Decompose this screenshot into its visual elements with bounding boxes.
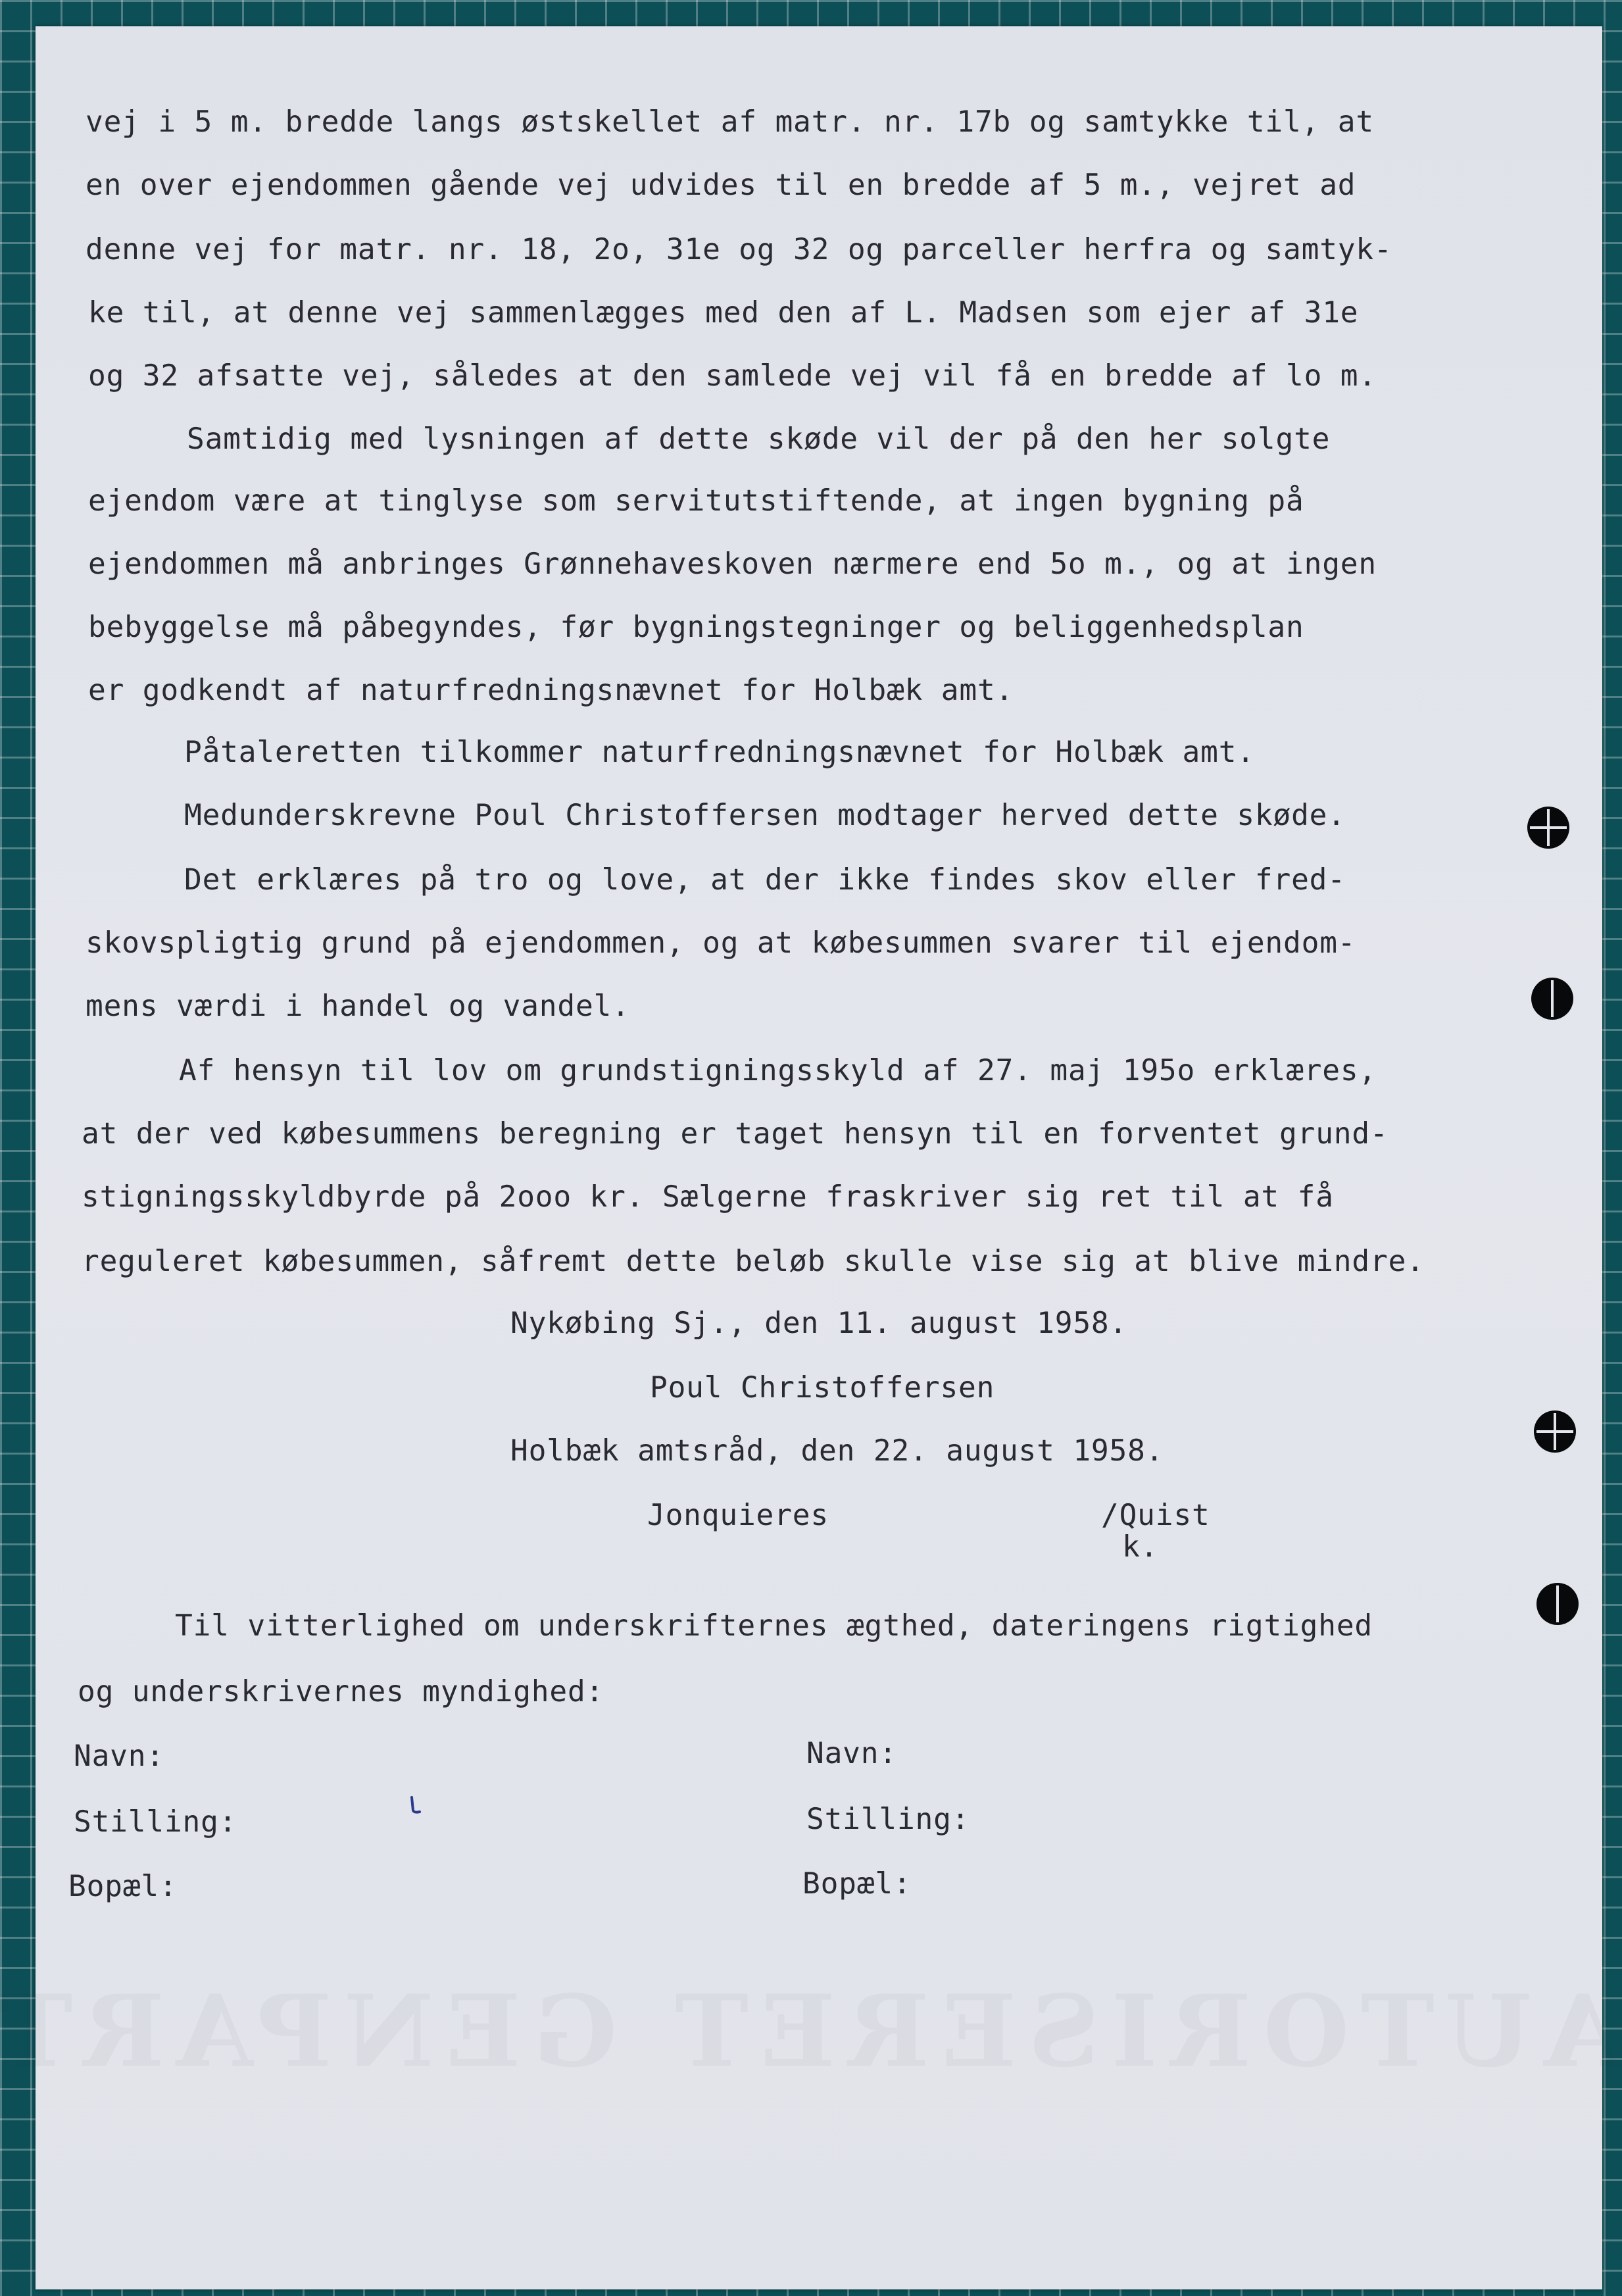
body-line-12: Medunderskrevne Poul Christoffersen modtager herved dette skøde. — [184, 799, 1346, 832]
witness-right-position-label: Stilling: — [806, 1803, 970, 1836]
body-line-6: Samtidig med lysningen af dette skøde vil der på den her solgte — [187, 422, 1331, 456]
body-line-1 — [86, 104, 1374, 141]
body-line-7: ejendom være at tinglyse som servitutstiftende, at ingen bygning på — [88, 484, 1304, 518]
document-page — [36, 26, 1602, 2289]
body-line-5: og 32 afsatte vej, således at den samlede vej vil få en bredde af lo m. — [88, 359, 1377, 393]
signer-3: /Quist — [1101, 1499, 1210, 1532]
witness-line-1: Til vitterlighed om underskrifternes ægthed, dateringens rigtighed — [175, 1609, 1373, 1643]
body-line-19: reguleret købesummen, såfremt dette beløb skulle vise sig at blive mindre. — [82, 1245, 1425, 1278]
witness-line-2: og underskrivernes myndighed: — [78, 1675, 604, 1709]
ink-tick-mark — [408, 1796, 424, 1816]
witness-left-position-label: Stilling: — [74, 1805, 237, 1839]
body-line-10: er godkendt af naturfredningsnævnet for Holbæk amt. — [88, 674, 1014, 707]
body-line-1-text: vej i 5 m. bredde langs østskellet af matr. nr. 17b og samtykke til, at — [86, 105, 1374, 139]
place-date-1: Nykøbing Sj., den 11. august 1958. — [510, 1307, 1128, 1340]
punch-hole-4 — [1536, 1583, 1579, 1625]
witness-right-name-label: Navn: — [806, 1737, 897, 1770]
body-line-2: en over ejendommen gående vej udvides til en bredde af 5 m., vejret ad — [86, 168, 1356, 202]
body-line-17: at der ved købesummens beregning er taget hensyn til en forventet grund- — [82, 1117, 1389, 1151]
body-line-15: mens værdi i handel og vandel. — [86, 989, 630, 1023]
witness-left-name-label: Navn: — [74, 1739, 164, 1773]
body-line-4: ke til, at denne vej sammenlægges med den af L. Madsen som ejer af 31e — [88, 296, 1359, 330]
witness-left-residence-label: Bopæl: — [68, 1870, 178, 1903]
place-date-2: Holbæk amtsråd, den 22. august 1958. — [510, 1434, 1164, 1468]
watermark — [187, 1974, 1621, 2089]
signer-1: Poul Christoffersen — [650, 1371, 995, 1405]
body-line-14: skovspligtig grund på ejendommen, og at købesummen svarer til ejendom- — [86, 926, 1356, 960]
punch-hole-1 — [1527, 807, 1569, 849]
body-line-16: Af hensyn til lov om grundstigningsskyld af 27. maj 195o erklæres, — [179, 1054, 1377, 1087]
signer-3-suffix: k. — [1122, 1530, 1159, 1564]
punch-hole-3 — [1534, 1410, 1576, 1453]
witness-right-residence-label: Bopæl: — [802, 1867, 912, 1901]
body-line-8: ejendommen må anbringes Grønnehaveskoven nærmere end 5o m., og at ingen — [88, 547, 1377, 581]
signer-2: Jonquieres — [647, 1499, 829, 1532]
body-line-13: Det erklæres på tro og love, at der ikke findes skov eller fred- — [184, 863, 1346, 897]
body-line-18: stigningsskyldbyrde på 2ooo kr. Sælgerne fraskriver sig ret til at få — [82, 1180, 1334, 1214]
body-line-9: bebyggelse må påbegyndes, før bygningstegninger og beliggenhedsplan — [88, 611, 1304, 644]
body-line-11: Påtaleretten tilkommer naturfredningsnævnet for Holbæk amt. — [184, 736, 1255, 769]
body-line-3: denne vej for matr. nr. 18, 2o, 31e og 32 og parceller herfra og samtyk- — [86, 233, 1392, 266]
punch-hole-2 — [1531, 978, 1573, 1020]
